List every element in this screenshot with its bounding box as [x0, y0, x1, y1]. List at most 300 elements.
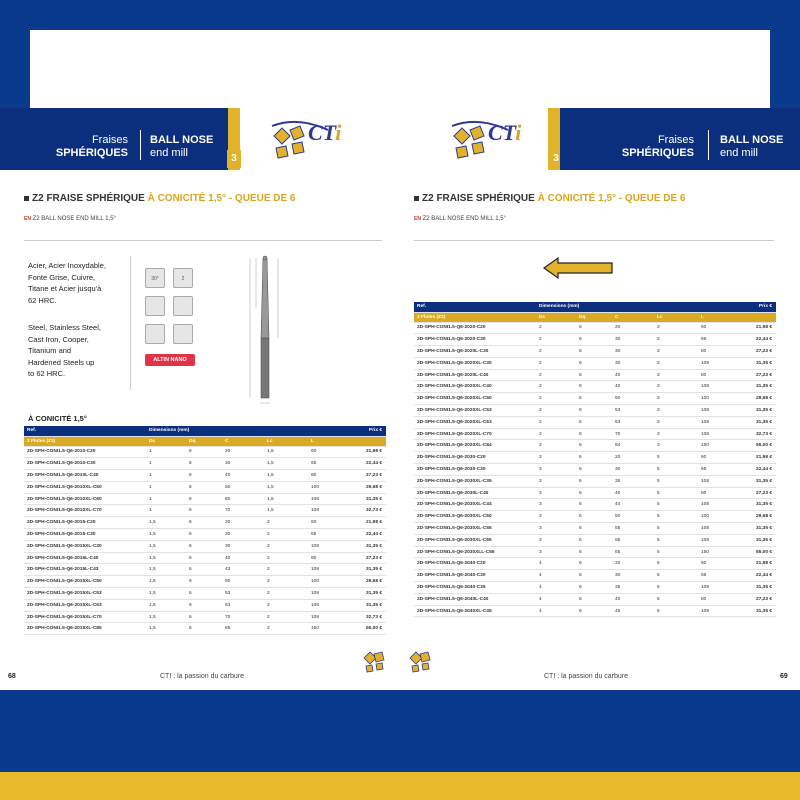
dc-cell: 2: [536, 322, 576, 334]
table-subheader: 2 Flutes (Z2) Dc Dq C Lc L: [414, 312, 776, 322]
table-row: [414, 416, 776, 428]
dq-cell: 6: [576, 346, 612, 358]
ref-cell: 2D-SPH-CONI1.5-Q6-2030XL-C50: [414, 511, 536, 523]
cti-logo: [448, 116, 536, 166]
right-product-table: [414, 302, 776, 617]
right-title: Z2 FRAISE SPHÉRIQUE À CONICITÉ 1,5° - QUEUE DE 6: [414, 193, 686, 204]
ref-cell: 2D-SPH-CONI1.5-Q6-2030L-C40: [414, 487, 536, 499]
table-row: [414, 381, 776, 393]
right-subtitle: EN Z2 BALL NOSE END MILL 1,5°: [414, 216, 506, 222]
l-cell: 108: [698, 605, 732, 617]
lc-cell: 2: [264, 552, 308, 564]
price-cell: 31,35 €: [732, 605, 776, 617]
price-cell: 31,35 €: [732, 523, 776, 535]
l-cell: 108: [698, 475, 732, 487]
lc-cell: 2: [264, 529, 308, 541]
dc-cell: 3: [536, 452, 576, 464]
dc-cell: 1: [146, 481, 186, 493]
lc-cell: 5: [654, 534, 698, 546]
table-row: [414, 475, 776, 487]
header-end-mill: end mill: [720, 147, 758, 159]
c-cell: 53: [222, 588, 264, 600]
c-cell: 45: [612, 605, 654, 617]
dq-cell: 6: [576, 452, 612, 464]
l-cell: 65: [308, 529, 342, 541]
dc-cell: 1: [146, 458, 186, 470]
lc-cell: 3: [654, 357, 698, 369]
left-page-header: [0, 108, 398, 170]
l-cell: 60: [698, 322, 732, 334]
dq-cell: 6: [576, 546, 612, 558]
ref-cell: 2D-SPH-CONI1.5-Q6-2040-C30: [414, 570, 536, 582]
lc-cell: 1,5: [264, 481, 308, 493]
logo-text: CTi: [308, 120, 342, 145]
coating-badge: ALTIN NANO: [145, 354, 195, 366]
ref-cell: 2D-SPH-CONI1.5-Q6-2040-C35: [414, 582, 536, 594]
table-row: [24, 588, 386, 600]
dq-cell: 6: [186, 552, 222, 564]
lc-cell: 2: [264, 599, 308, 611]
c-cell: 70: [222, 611, 264, 623]
ref-cell: 2D-SPH-CONI1.5-Q6-2015XL-C85: [24, 623, 146, 635]
lc-cell: 6: [654, 558, 698, 570]
table-row: [414, 428, 776, 440]
price-cell: 21,98 €: [732, 452, 776, 464]
table-header: Ref. Dimensions (mm) Prix €: [414, 302, 776, 312]
lc-cell: 6: [654, 570, 698, 582]
c-cell: 35: [612, 475, 654, 487]
price-cell: 21,98 €: [342, 517, 386, 529]
right-page-number: 69: [780, 673, 788, 680]
price-cell: 31,35 €: [342, 564, 386, 576]
ref-cell: 2D-SPH-CONI1.5-Q6-2020XL-C84: [414, 440, 536, 452]
table-row: [24, 623, 386, 635]
lc-cell: 2: [264, 623, 308, 635]
c-cell: 70: [612, 428, 654, 440]
section-number: 3: [549, 150, 563, 168]
l-cell: 108: [308, 540, 342, 552]
table-row: [414, 452, 776, 464]
ref-cell: 2D-SPH-CONI1.5-Q6-2015XL-C63: [24, 599, 146, 611]
table-row: [414, 534, 776, 546]
right-page: [402, 108, 800, 690]
c-cell: 20: [222, 517, 264, 529]
dc-cell: 1,5: [146, 611, 186, 623]
price-cell: 31,35 €: [342, 599, 386, 611]
l-cell: 150: [698, 546, 732, 558]
ref-cell: 2D-SPH-CONI1.5-Q6-2015L-C40: [24, 552, 146, 564]
price-cell: 21,98 €: [732, 558, 776, 570]
dc-cell: 2: [536, 369, 576, 381]
l-cell: 108: [698, 534, 732, 546]
c-cell: 40: [612, 487, 654, 499]
table-row: [414, 582, 776, 594]
c-cell: 65: [612, 534, 654, 546]
dq-cell: 6: [576, 428, 612, 440]
c-cell: 20: [612, 322, 654, 334]
price-cell: 32,73 €: [732, 428, 776, 440]
ball-nose-icon: [145, 296, 165, 316]
l-cell: 108: [698, 582, 732, 594]
table-row: [24, 505, 386, 517]
header-fraises: Fraises: [657, 134, 694, 146]
dc-cell: 1,5: [146, 588, 186, 600]
ref-cell: 2D-SPH-CONI1.5-Q6-2020-C30: [414, 334, 536, 346]
c-cell: 30: [612, 334, 654, 346]
table-row: [24, 599, 386, 611]
dc-cell: 3: [536, 546, 576, 558]
ref-cell: 2D-SPH-CONI1.5-Q6-2030XL-C65: [414, 534, 536, 546]
c-cell: 55: [612, 523, 654, 535]
ref-cell: 2D-SPH-CONI1.5-Q6-2010-C20: [24, 446, 146, 458]
lc-cell: 3: [654, 346, 698, 358]
l-cell: 108: [698, 499, 732, 511]
left-page-number: 68: [8, 673, 16, 680]
l-cell: 108: [308, 493, 342, 505]
l-cell: 108: [698, 381, 732, 393]
table-row: [24, 529, 386, 541]
c-cell: 30: [612, 464, 654, 476]
ref-cell: 2D-SPH-CONI1.5-Q6-2010XL-C50: [24, 481, 146, 493]
c-cell: 84: [612, 440, 654, 452]
ref-cell: 2D-SPH-CONI1.5-Q6-2015XL-C30: [24, 540, 146, 552]
tool-drawing-icon: [238, 248, 298, 408]
dc-cell: 4: [536, 582, 576, 594]
dq-cell: 6: [576, 534, 612, 546]
lc-cell: 5: [654, 546, 698, 558]
l-cell: 108: [308, 505, 342, 517]
table-row: [414, 405, 776, 417]
dq-cell: 6: [576, 487, 612, 499]
table-row: [24, 540, 386, 552]
lc-cell: 2: [264, 517, 308, 529]
angle-icon: 30°: [145, 268, 165, 288]
c-cell: 20: [612, 558, 654, 570]
left-page: [0, 108, 398, 690]
dc-cell: 2: [536, 357, 576, 369]
ref-cell: 2D-SPH-CONI1.5-Q6-2015XL-C70: [24, 611, 146, 623]
materials-fr: Acier, Acier Inoxydable, Fonte Grise, Cuivre, Titane et Acier jusqu'à 62 HRC.: [28, 261, 106, 305]
dc-cell: 1,5: [146, 529, 186, 541]
lc-cell: 5: [654, 452, 698, 464]
dq-cell: 6: [186, 611, 222, 623]
price-cell: 27,23 €: [732, 369, 776, 381]
dq-cell: 6: [186, 446, 222, 458]
dc-cell: 1: [146, 493, 186, 505]
materials-separator: [130, 256, 131, 390]
table-row: [414, 487, 776, 499]
price-cell: 27,23 €: [342, 552, 386, 564]
lc-cell: 5: [654, 523, 698, 535]
arrow-left-icon: [542, 256, 614, 280]
lc-cell: 2: [264, 540, 308, 552]
left-rule: [24, 240, 382, 241]
dc-cell: 4: [536, 570, 576, 582]
dq-cell: 6: [186, 517, 222, 529]
bottom-gold-band: [0, 772, 800, 800]
ref-cell: 2D-SPH-CONI1.5-Q6-2040-C20: [414, 558, 536, 570]
l-cell: 100: [698, 393, 732, 405]
left-title: Z2 FRAISE SPHÉRIQUE À CONICITÉ 1,5° - QUEUE DE 6: [24, 193, 296, 204]
dq-cell: 6: [576, 499, 612, 511]
table-row: [24, 446, 386, 458]
l-cell: 150: [308, 623, 342, 635]
price-cell: 22,44 €: [732, 570, 776, 582]
ref-cell: 2D-SPH-CONI1.5-Q6-2020XL-C40: [414, 381, 536, 393]
table-row: [414, 605, 776, 617]
dq-cell: 6: [576, 416, 612, 428]
dq-cell: 6: [576, 381, 612, 393]
dc-cell: 4: [536, 558, 576, 570]
dq-cell: 6: [576, 393, 612, 405]
left-subtitle: EN Z2 BALL NOSE END MILL 1,5°: [24, 216, 116, 222]
c-cell: 50: [222, 576, 264, 588]
price-cell: 29,68 €: [342, 576, 386, 588]
price-cell: 55,00 €: [732, 546, 776, 558]
table-row: [414, 593, 776, 605]
lc-cell: 1,5: [264, 470, 308, 482]
table-row: [24, 611, 386, 623]
l-cell: 60: [698, 558, 732, 570]
flutes-icon: 2: [173, 268, 193, 288]
table-row: [414, 499, 776, 511]
table-row: [414, 440, 776, 452]
dq-cell: 6: [186, 470, 222, 482]
ref-cell: 2D-SPH-CONI1.5-Q6-2020XL-C50: [414, 393, 536, 405]
price-cell: 22,44 €: [732, 464, 776, 476]
lc-cell: 5: [654, 475, 698, 487]
ref-cell: 2D-SPH-CONI1.5-Q6-2010XL-C70: [24, 505, 146, 517]
profiling-icon: [173, 296, 193, 316]
dc-cell: 3: [536, 523, 576, 535]
header-divider: [708, 130, 709, 160]
c-cell: 60: [222, 493, 264, 505]
ref-cell: 2D-SPH-CONI1.5-Q6-2020XL-C53: [414, 405, 536, 417]
table-row: [414, 558, 776, 570]
ref-cell: 2D-SPH-CONI1.5-Q6-2030-C20: [414, 452, 536, 464]
ref-cell: 2D-SPH-CONI1.5-Q6-2015-C30: [24, 529, 146, 541]
price-cell: 31,35 €: [342, 588, 386, 600]
ref-cell: 2D-SPH-CONI1.5-Q6-2020XL-C63: [414, 416, 536, 428]
c-cell: 43: [222, 564, 264, 576]
lc-cell: 3: [654, 381, 698, 393]
dc-cell: 2: [536, 393, 576, 405]
price-cell: 29,68 €: [342, 481, 386, 493]
l-cell: 150: [698, 440, 732, 452]
c-cell: 30: [222, 540, 264, 552]
lc-cell: 5: [654, 487, 698, 499]
right-page-header: [402, 108, 800, 170]
price-cell: 29,68 €: [732, 393, 776, 405]
ref-cell: 2D-SPH-CONI1.5-Q6-2015XL-C53: [24, 588, 146, 600]
table-row: [414, 523, 776, 535]
lc-cell: 1,5: [264, 505, 308, 517]
price-cell: 31,35 €: [732, 416, 776, 428]
lc-cell: 1,5: [264, 446, 308, 458]
dq-cell: 6: [576, 322, 612, 334]
ref-cell: 2D-SPH-CONI1.5-Q6-2015L-C43: [24, 564, 146, 576]
dq-cell: 6: [576, 475, 612, 487]
dc-cell: 1,5: [146, 540, 186, 552]
c-cell: 30: [222, 529, 264, 541]
price-cell: 31,35 €: [342, 493, 386, 505]
price-cell: 27,23 €: [732, 487, 776, 499]
c-cell: 30: [612, 570, 654, 582]
dc-cell: 3: [536, 511, 576, 523]
l-cell: 100: [308, 481, 342, 493]
ref-cell: 2D-SPH-CONI1.5-Q6-2020L-C40: [414, 369, 536, 381]
c-cell: 40: [222, 470, 264, 482]
header-ball-nose: BALL NOSE: [720, 134, 784, 146]
lc-cell: 5: [654, 511, 698, 523]
l-cell: 108: [698, 416, 732, 428]
dq-cell: 6: [186, 576, 222, 588]
c-cell: 30: [222, 458, 264, 470]
l-cell: 100: [698, 511, 732, 523]
l-cell: 80: [308, 470, 342, 482]
dc-cell: 2: [536, 428, 576, 440]
price-cell: 31,35 €: [732, 381, 776, 393]
price-cell: 27,23 €: [732, 593, 776, 605]
lc-cell: 3: [654, 322, 698, 334]
l-cell: 80: [308, 552, 342, 564]
table-header: Ref. Dimensions (mm) Prix €: [24, 426, 386, 436]
price-cell: 21,98 €: [342, 446, 386, 458]
right-rule: [414, 240, 774, 241]
l-cell: 108: [698, 428, 732, 440]
c-cell: 20: [612, 452, 654, 464]
table-row: [414, 322, 776, 334]
lc-cell: 3: [654, 369, 698, 381]
ref-cell: 2D-SPH-CONI1.5-Q6-2040L-C40: [414, 593, 536, 605]
header-ball-nose: BALL NOSE: [150, 134, 214, 146]
dq-cell: 6: [186, 529, 222, 541]
ref-cell: 2D-SPH-CONI1.5-Q6-2010XL-C60: [24, 493, 146, 505]
l-cell: 65: [698, 334, 732, 346]
ref-cell: 2D-SPH-CONI1.5-Q6-2030XL-C44: [414, 499, 536, 511]
table-subheader: 2 Flutes (Z2) Dc Dq C Lc L: [24, 436, 386, 446]
section-heading: À CONICITÉ 1,5°: [28, 414, 87, 423]
c-cell: 35: [612, 582, 654, 594]
l-cell: 65: [698, 464, 732, 476]
price-cell: 55,00 €: [732, 440, 776, 452]
table-row: [414, 546, 776, 558]
c-cell: 40: [612, 593, 654, 605]
slotting-icon: [145, 324, 165, 344]
dc-cell: 1,5: [146, 552, 186, 564]
dc-cell: 3: [536, 487, 576, 499]
ref-cell: 2D-SPH-CONI1.5-Q6-2020-C20: [414, 322, 536, 334]
price-cell: 22,44 €: [732, 334, 776, 346]
l-cell: 60: [698, 452, 732, 464]
lc-cell: 2: [264, 588, 308, 600]
c-cell: 20: [222, 446, 264, 458]
dc-cell: 2: [536, 440, 576, 452]
table-row: [414, 464, 776, 476]
dc-cell: 2: [536, 416, 576, 428]
table-row: [414, 511, 776, 523]
table-row: [414, 334, 776, 346]
c-cell: 30: [612, 346, 654, 358]
dc-cell: 1,5: [146, 623, 186, 635]
dc-cell: 4: [536, 605, 576, 617]
section-number: 3: [227, 150, 241, 168]
dc-cell: 2: [536, 346, 576, 358]
dq-cell: 6: [186, 564, 222, 576]
lc-cell: 3: [654, 405, 698, 417]
left-product-table: [24, 426, 386, 635]
materials-en: Steel, Stainless Steel, Cast Iron, Cooper, Titanium and Hardened Steels up to 62 HRC.: [28, 323, 101, 378]
table-row: [24, 517, 386, 529]
c-cell: 85: [222, 623, 264, 635]
header-end-mill: end mill: [150, 147, 188, 159]
dq-cell: 6: [576, 369, 612, 381]
c-cell: 53: [612, 405, 654, 417]
dc-cell: 1: [146, 446, 186, 458]
price-cell: 31,35 €: [732, 582, 776, 594]
lc-cell: 2: [264, 611, 308, 623]
price-cell: 27,23 €: [342, 470, 386, 482]
dq-cell: 6: [576, 558, 612, 570]
l-cell: 108: [698, 523, 732, 535]
lc-cell: 3: [654, 440, 698, 452]
l-cell: 65: [698, 570, 732, 582]
dc-cell: 1,5: [146, 517, 186, 529]
c-cell: 40: [612, 369, 654, 381]
ref-cell: 2D-SPH-CONI1.5-Q6-2040XL-C45: [414, 605, 536, 617]
price-cell: 22,44 €: [342, 529, 386, 541]
table-row: [414, 369, 776, 381]
lc-cell: 5: [654, 499, 698, 511]
header-spheriques: SPHÉRIQUES: [55, 147, 128, 159]
table-row: [414, 346, 776, 358]
table-row: [24, 481, 386, 493]
lc-cell: 3: [654, 428, 698, 440]
dc-cell: 1: [146, 505, 186, 517]
price-cell: 32,73 €: [342, 505, 386, 517]
lc-cell: 6: [654, 593, 698, 605]
l-cell: 108: [698, 405, 732, 417]
dc-cell: 2: [536, 334, 576, 346]
l-cell: 80: [698, 487, 732, 499]
l-cell: 80: [698, 369, 732, 381]
price-cell: 31,35 €: [732, 405, 776, 417]
ref-cell: 2D-SPH-CONI1.5-Q6-2010L-C40: [24, 470, 146, 482]
c-cell: 30: [612, 357, 654, 369]
dc-cell: 1,5: [146, 599, 186, 611]
dc-cell: 4: [536, 593, 576, 605]
lc-cell: 3: [654, 416, 698, 428]
right-footer: CTI : la passion du carbure: [544, 673, 629, 680]
top-band: [0, 0, 800, 30]
ref-cell: 2D-SPH-CONI1.5-Q6-2030-C30: [414, 464, 536, 476]
copying-icon: [173, 324, 193, 344]
l-cell: 60: [308, 517, 342, 529]
ref-cell: 2D-SPH-CONI1.5-Q6-2010-C30: [24, 458, 146, 470]
dq-cell: 6: [576, 440, 612, 452]
header-spheriques: SPHÉRIQUES: [621, 147, 694, 159]
ref-cell: 2D-SPH-CONI1.5-Q6-2030XLL-C65: [414, 546, 536, 558]
c-cell: 63: [612, 416, 654, 428]
l-cell: 60: [308, 446, 342, 458]
ref-cell: 2D-SPH-CONI1.5-Q6-2020L-C30: [414, 346, 536, 358]
header-fraises: Fraises: [91, 134, 128, 146]
logo-text: CTi: [488, 120, 522, 145]
dq-cell: 6: [576, 570, 612, 582]
table-row: [24, 470, 386, 482]
price-cell: 31,35 €: [732, 534, 776, 546]
dq-cell: 6: [186, 599, 222, 611]
